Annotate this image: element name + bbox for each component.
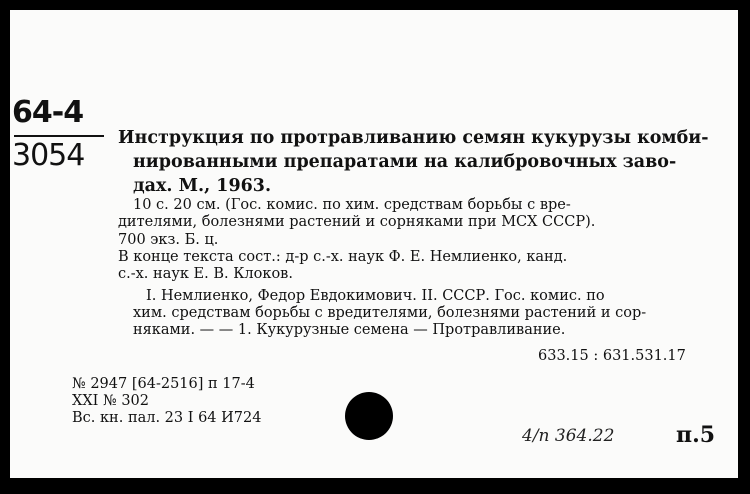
title-line-3: дах. М., 1963. xyxy=(133,176,272,196)
description-line-1: 10 с. 20 см. (Гос. комис. по хим. средствам борьбы с вре- xyxy=(133,197,571,213)
tracing-line-3: няками. — — 1. Кукурузные семена — Протравливание. xyxy=(133,322,566,338)
title-line-2: нированными препаратами на калибровочных заво- xyxy=(133,152,677,172)
punch-hole xyxy=(345,392,393,440)
tracing-line-1: I. Немлиенко, Федор Евдокимович. II. СССР. Гос. комис. по xyxy=(146,288,605,304)
title-line-1: Инструкция по протравливанию семян кукурузы комби- xyxy=(118,128,709,148)
handwritten-note: 4/п 364.22 xyxy=(522,426,615,446)
register-line-2: XXI № 302 xyxy=(72,393,149,409)
register-line-1: № 2947 [64-2516] п 17-4 xyxy=(72,376,255,392)
corner-mark: п.5 xyxy=(676,422,716,448)
shelfmark-divider xyxy=(14,135,104,137)
tracing-line-2: хим. средствам борьбы с вредителями, болезнями растений и сор- xyxy=(133,305,647,321)
description-line-4: В конце текста сост.: д-р с.-х. наук Ф. Е. Немлиенко, канд. xyxy=(118,249,568,265)
register-line-3: Вс. кн. пал. 23 I 64 И724 xyxy=(72,410,262,426)
udc-classification: 633.15 : 631.531.17 xyxy=(538,348,686,364)
description-line-2: дителями, болезнями растений и сорняками при МСХ СССР). xyxy=(118,214,596,230)
description-line-3: 700 экз. Б. ц. xyxy=(118,232,219,248)
shelfmark-top: 64-4 xyxy=(12,95,84,130)
description-line-5: с.-х. наук Е. В. Клоков. xyxy=(118,266,293,282)
shelfmark-bottom: 3054 xyxy=(12,138,85,173)
